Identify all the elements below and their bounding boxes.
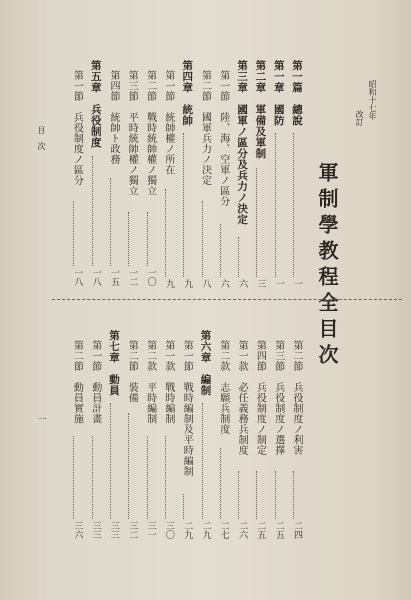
toc-section-title: 第一款 戰時編制 xyxy=(162,340,174,424)
toc-page-number: 一二 xyxy=(127,268,138,286)
toc-leader-dots xyxy=(73,436,76,519)
toc-section-title: 第三節 平時統帥權ノ獨立 xyxy=(126,70,138,196)
toc-page-number: 三〇 xyxy=(163,521,174,539)
toc-section-title: 第一節 兵役制度ノ區分 xyxy=(71,70,83,186)
toc-section-title: 第二節 動員實施 xyxy=(71,340,83,424)
toc-leader-dots xyxy=(147,436,150,519)
toc-leader-dots xyxy=(128,413,131,519)
toc-section-title: 第二節 裝備 xyxy=(126,340,138,403)
toc-section-title: 第一節 陸、海、空軍ノ區分 xyxy=(217,70,229,207)
toc-page-number: 六 xyxy=(237,279,248,288)
toc-leader-dots xyxy=(128,212,131,266)
toc-section-title: 第一款 必任義務兵制度 xyxy=(236,340,248,456)
toc-section-title: 第四節 兵役制度ノ制定 xyxy=(254,340,266,456)
toc-chapter-title: 第二章 軍備及軍制 xyxy=(254,60,267,159)
toc-chapter-title: 第七章 動員 xyxy=(108,330,120,396)
toc-leader-dots xyxy=(110,178,113,267)
toc-section-title: 第二款 志願兵制度 xyxy=(217,340,229,435)
toc-leader-dots xyxy=(202,201,205,278)
toc-section-title: 第四節 統帥ト政務 xyxy=(108,70,119,165)
toc-section-title: 第一節 統帥權ノ所在 xyxy=(162,70,174,175)
toc-leader-dots xyxy=(238,237,241,278)
toc-page-number: 二九 xyxy=(182,521,193,539)
toc-chapter-title: 第五章 兵役制度 xyxy=(89,60,102,148)
toc-section-title: 第二節 國軍兵力ノ決定 xyxy=(199,70,211,186)
toc-page-number: 二四 xyxy=(292,521,302,539)
toc-section-title: 第二節 兵役制度ノ利害 xyxy=(291,340,302,456)
toc-leader-dots xyxy=(220,224,223,278)
toc-page-number: 一八 xyxy=(72,268,83,286)
toc-section-title: 第一節 動員計畫 xyxy=(89,340,101,424)
toc-page-number: 三 xyxy=(255,279,266,288)
edition-year: 昭和十七年 xyxy=(368,80,377,120)
toc-page-number: 一八 xyxy=(90,268,101,286)
toc-page-number: 三三 xyxy=(90,521,101,539)
toc-page-number: 一 xyxy=(273,279,284,288)
toc-page-number: 二六 xyxy=(237,521,248,539)
edition-revised: 改訂 xyxy=(355,110,364,126)
toc-leader-dots xyxy=(275,471,278,520)
side-label: 目 次 xyxy=(37,126,46,150)
toc-leader-dots xyxy=(92,436,95,519)
toc-chapter-title: 第三章 國軍ノ區分及兵力ノ決定 xyxy=(236,60,249,225)
toc-leader-dots xyxy=(183,133,186,277)
toc-leader-dots xyxy=(275,133,278,277)
toc-page-number: 一 xyxy=(292,279,302,288)
toc-leader-dots xyxy=(110,403,113,519)
toc-chapter-title: 第四章 統帥 xyxy=(181,60,194,126)
toc-leader-dots xyxy=(183,494,186,520)
toc-page-number: 一五 xyxy=(109,268,119,286)
toc-page-number: 六 xyxy=(218,279,229,288)
toc-page-number: 二五 xyxy=(255,521,266,539)
toc-page-number: 三二 xyxy=(127,521,138,539)
toc-chapter-title: 第一篇 總說 xyxy=(291,60,303,126)
toc-page-number: 一〇 xyxy=(145,268,156,286)
toc-leader-dots xyxy=(293,471,296,520)
toc-leader-dots xyxy=(256,471,259,520)
toc-leader-dots xyxy=(220,448,223,520)
toc-leader-dots xyxy=(238,471,241,520)
toc-leader-dots xyxy=(147,212,150,266)
toc-leader-dots xyxy=(165,436,168,519)
section-divider xyxy=(52,299,402,300)
toc-leader-dots xyxy=(165,189,168,277)
toc-page-number: 八 xyxy=(200,279,211,288)
toc-leader-dots xyxy=(202,403,205,519)
toc-page-number: 九 xyxy=(182,279,193,288)
toc-chapter-title: 第六章 編制 xyxy=(199,330,212,396)
page-number: 一 xyxy=(38,415,47,423)
toc-page-number: 九 xyxy=(163,279,174,288)
toc-leader-dots xyxy=(293,133,296,277)
toc-section-title: 第二款 平時編制 xyxy=(144,340,156,424)
toc-leader-dots xyxy=(73,201,76,267)
page-title: 軍制學教程全目次 xyxy=(315,162,339,370)
toc-section-title: 第一節 戰時編制及平時編制 xyxy=(181,340,193,477)
toc-page-number: 二九 xyxy=(200,521,211,539)
toc-page-number: 三三 xyxy=(109,521,119,539)
toc-section-title: 第三節 兵役制度ノ選擇 xyxy=(272,340,284,456)
toc-page-number: 三一 xyxy=(145,521,156,539)
toc-section-title: 第二節 戰時統帥權ノ獨立 xyxy=(144,70,156,196)
toc-leader-dots xyxy=(256,168,259,278)
toc-chapter-title: 第一章 國防 xyxy=(272,60,285,126)
toc-page-number: 二七 xyxy=(218,521,229,539)
toc-page-number: 三六 xyxy=(72,521,83,539)
toc-page-number: 二五 xyxy=(273,521,284,539)
toc-leader-dots xyxy=(92,156,95,266)
